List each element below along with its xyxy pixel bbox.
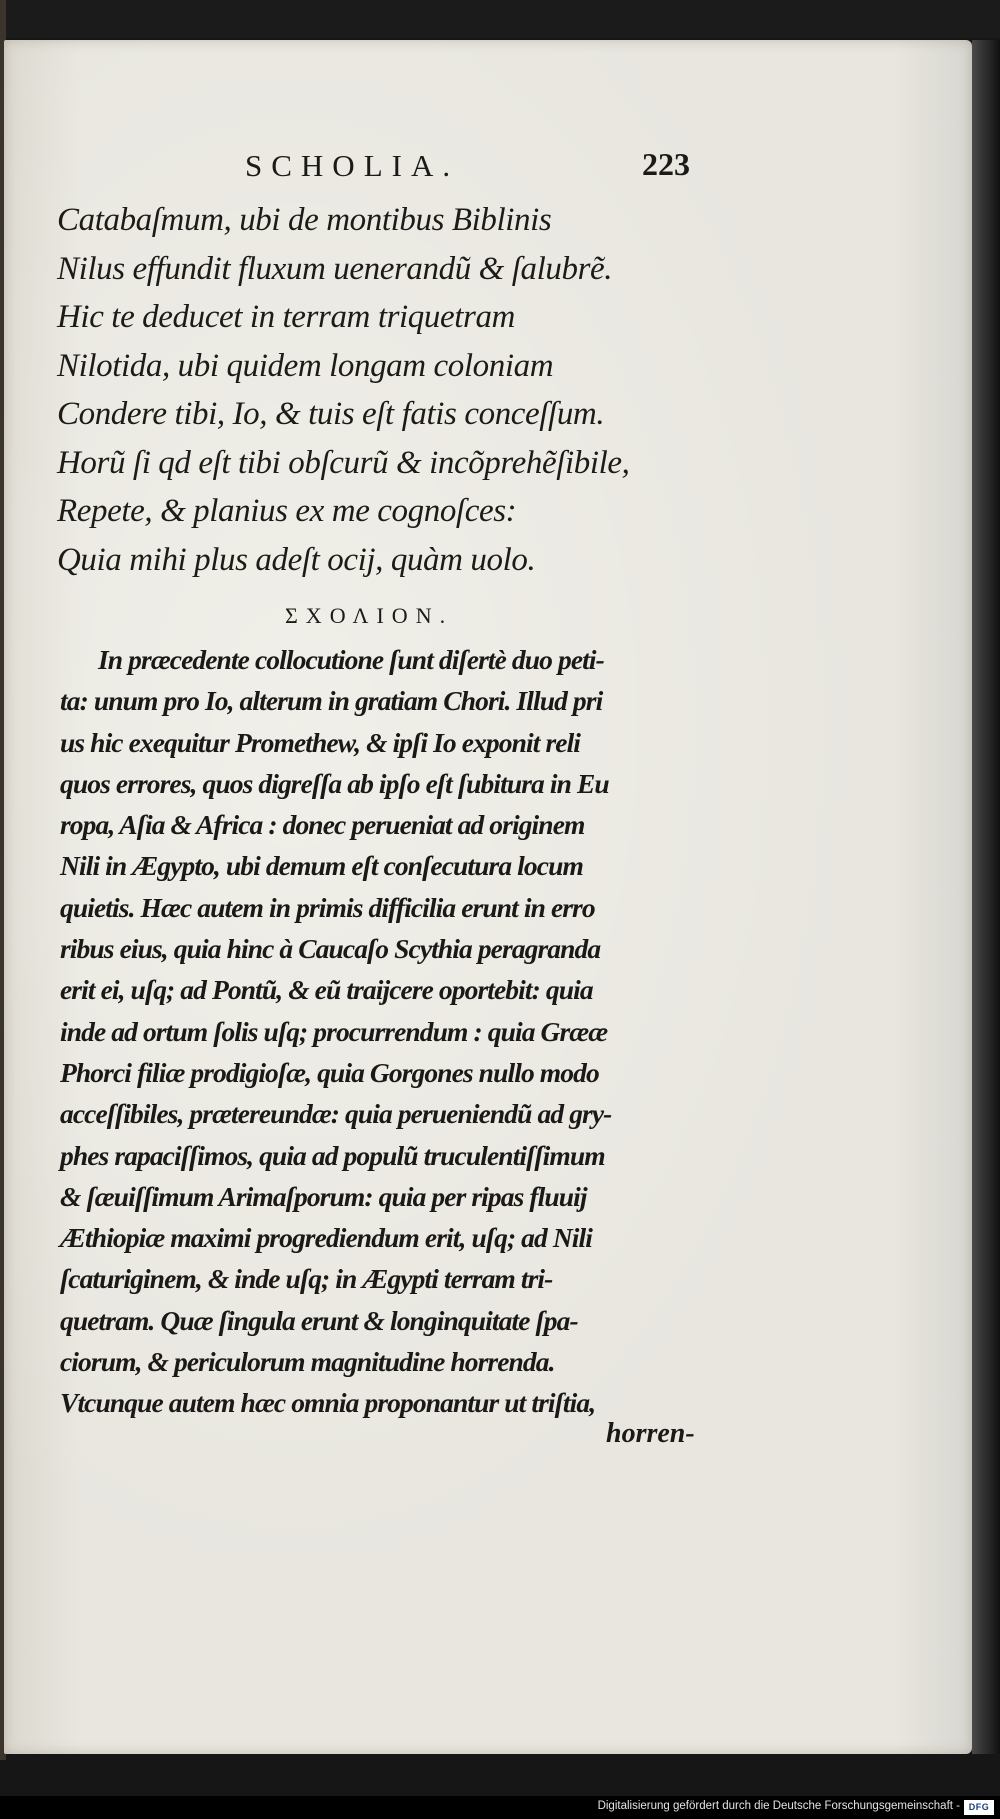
commentary-line: acceſſibiles, prætereundæ: quia perueniendũ ad gry- bbox=[60, 1098, 612, 1130]
commentary-line: Nili in Ægypto, ubi demum eſt conſecutura locum bbox=[60, 850, 583, 882]
catchword: horren- bbox=[606, 1418, 695, 1449]
verse-block bbox=[57, 196, 727, 584]
commentary-line: quetram. Quæ ſingula erunt & longinquitate ſpa- bbox=[60, 1304, 578, 1336]
commentary-line: ropa, Aſia & Africa : donec perueniat ad originem bbox=[60, 809, 585, 841]
commentary-line: ciorum, & periculorum magnitudine horrenda. bbox=[60, 1346, 555, 1378]
commentary-line: ſcaturiginem, & inde uſq; in Ægypti terram tri- bbox=[60, 1263, 553, 1295]
commentary-line: ta: unum pro Io, alterum in gratiam Chori. Illud pri bbox=[60, 685, 603, 717]
commentary-line: phes rapaciſſimos, quia ad populũ truculentiſſimum bbox=[60, 1139, 605, 1171]
verse-line: Nilotida, ubi quidem longam coloniam bbox=[57, 347, 554, 384]
verse-line: Condere tibi, Io, & tuis eſt fatis conceſſum. bbox=[57, 396, 605, 432]
page-number: 223 bbox=[642, 146, 690, 182]
commentary-line: Phorci filiæ prodigioſæ, quia Gorgones nullo modo bbox=[60, 1056, 599, 1088]
commentary-line: ribus eius, quia hinc à Caucaſo Scythia peragranda bbox=[60, 933, 601, 965]
commentary-line: & ſæuiſſimum Arimaſporum: quia per ripas fluuij bbox=[60, 1180, 587, 1212]
verse-line: Horũ ſi qd eſt tibi obſcurũ & incõprehẽſibile, bbox=[57, 444, 630, 481]
running-title: SCHOLIA. bbox=[245, 148, 460, 183]
dfg-logo-icon: DFG bbox=[964, 1800, 994, 1815]
section-title: ΣΧΟΛΙΟΝ. bbox=[285, 603, 454, 628]
page-edge-shadow bbox=[972, 40, 1000, 1754]
commentary-block bbox=[60, 639, 720, 1424]
verse-line: Catabaſmum, ubi de montibus Biblinis bbox=[57, 202, 552, 238]
scan-top-strip bbox=[0, 0, 1000, 38]
commentary-line: inde ad ortum ſolis uſq; procurrendum : quia Grææ bbox=[60, 1015, 608, 1047]
commentary-line: In præcedente collocutione ſunt diſertè duo peti- bbox=[98, 644, 604, 675]
verse-line: Repete, & planius ex me cognoſces: bbox=[57, 493, 517, 529]
commentary-line: erit ei, uſq; ad Pontũ, & eũ traijcere oportebit: quia bbox=[60, 974, 593, 1006]
commentary-line: us hic exequitur Promethew, & ipſi Io exponit reli bbox=[60, 726, 581, 758]
commentary-line: quos errores, quos digreſſa ab ipſo eſt ſubitura in Eu bbox=[60, 767, 609, 799]
credit-bar bbox=[0, 1796, 1000, 1819]
verse-line: Nilus effundit fluxum uenerandũ & ſalubrẽ. bbox=[57, 250, 613, 287]
commentary-line: Vtcunque autem hæc omnia proponantur ut triſtia, bbox=[60, 1387, 596, 1419]
commentary-line: quietis. Hæc autem in primis difficilia erunt in erro bbox=[60, 891, 595, 923]
digitization-credit: Digitalisierung gefördert durch die Deutsche Forschungsgemeinschaft - bbox=[597, 1800, 960, 1812]
verse-line: Quia mihi plus adeſt ocij, quàm uolo. bbox=[57, 541, 536, 578]
commentary-line: Æthiopiæ maximi progrediendum erit, uſq; ad Nili bbox=[60, 1222, 593, 1254]
verse-line: Hic te deducet in terram triquetram bbox=[57, 299, 515, 335]
page-header bbox=[0, 148, 1000, 198]
